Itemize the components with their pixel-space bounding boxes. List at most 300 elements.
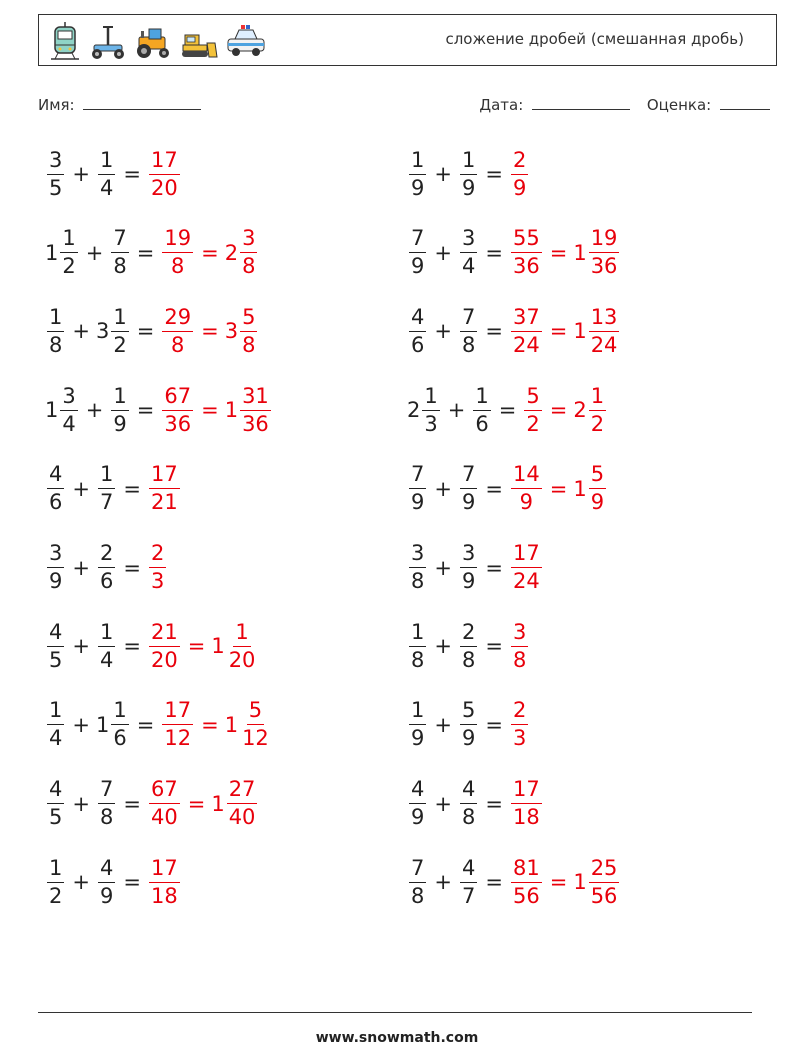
addend-b bbox=[458, 228, 479, 277]
plus-sign: + bbox=[72, 634, 90, 659]
denominator: 56 bbox=[590, 883, 618, 908]
problem-item bbox=[45, 300, 259, 362]
whole-number: 3 bbox=[224, 319, 239, 344]
denominator: 9 bbox=[411, 175, 425, 200]
addend-b bbox=[458, 543, 479, 592]
plus-sign: + bbox=[434, 476, 452, 501]
answer-equals-sign: = bbox=[549, 398, 568, 423]
fraction bbox=[162, 700, 193, 749]
addend-b bbox=[458, 855, 479, 908]
fraction bbox=[149, 464, 180, 513]
whole-number: 1 bbox=[573, 476, 587, 501]
fraction bbox=[47, 619, 64, 672]
denominator: 8 bbox=[411, 647, 425, 672]
equals-sign: = bbox=[485, 791, 503, 816]
numerator: 3 bbox=[460, 228, 477, 253]
answer bbox=[509, 228, 621, 277]
plus-sign: + bbox=[434, 555, 452, 580]
fraction bbox=[149, 779, 180, 828]
numerator: 81 bbox=[511, 858, 542, 883]
denominator: 9 bbox=[49, 569, 63, 593]
addend-b bbox=[471, 383, 492, 436]
equals-sign: = bbox=[498, 398, 517, 423]
answer-mixed bbox=[573, 228, 621, 277]
denominator: 36 bbox=[512, 254, 540, 279]
denominator: 6 bbox=[49, 490, 63, 515]
denominator: 18 bbox=[150, 883, 178, 908]
denominator: 8 bbox=[411, 569, 425, 593]
numerator: 3 bbox=[240, 228, 257, 253]
answer bbox=[160, 304, 259, 357]
plus-sign: + bbox=[434, 634, 452, 659]
denominator: 8 bbox=[461, 647, 476, 672]
answer bbox=[160, 383, 272, 436]
fraction bbox=[409, 619, 426, 672]
answer-equals-sign: = bbox=[187, 634, 206, 659]
answer-improper bbox=[147, 779, 182, 828]
whole-number: 1 bbox=[224, 398, 239, 423]
denominator: 2 bbox=[590, 411, 605, 436]
plus-sign: + bbox=[72, 162, 90, 186]
fraction bbox=[589, 383, 606, 436]
numerator: 19 bbox=[162, 228, 193, 253]
numerator: 1 bbox=[111, 307, 128, 332]
footer-url: www.snowmath.com bbox=[315, 1030, 479, 1046]
denominator: 20 bbox=[150, 175, 178, 200]
date-label: Дата: bbox=[479, 96, 524, 114]
addend-a bbox=[45, 855, 66, 908]
numerator: 17 bbox=[149, 858, 180, 883]
addend-a bbox=[45, 543, 66, 592]
problem-item bbox=[407, 615, 530, 677]
police-car-icon bbox=[225, 21, 267, 61]
fraction bbox=[460, 464, 477, 513]
denominator: 2 bbox=[113, 332, 127, 357]
denominator: 9 bbox=[512, 175, 527, 200]
whole-number: 1 bbox=[211, 634, 225, 659]
whole-number: 1 bbox=[95, 712, 110, 737]
fraction bbox=[98, 147, 115, 200]
denominator: 4 bbox=[99, 175, 114, 200]
denominator: 8 bbox=[461, 805, 476, 830]
answer-improper bbox=[509, 304, 544, 357]
fraction bbox=[409, 147, 426, 200]
answer-mixed bbox=[225, 228, 260, 277]
whole-number: 1 bbox=[224, 712, 239, 737]
denominator: 9 bbox=[590, 490, 605, 515]
plus-sign: + bbox=[85, 240, 104, 265]
fraction bbox=[111, 228, 128, 277]
addend-a bbox=[407, 304, 428, 357]
fraction bbox=[240, 383, 271, 436]
fraction bbox=[227, 779, 258, 828]
fraction bbox=[162, 304, 193, 357]
fraction bbox=[511, 855, 542, 908]
numerator: 5 bbox=[524, 386, 541, 411]
answer-equals-sign: = bbox=[201, 319, 219, 344]
problem-item bbox=[407, 537, 544, 599]
denominator: 8 bbox=[242, 254, 256, 279]
equals-sign: = bbox=[136, 398, 155, 423]
date-grade-fields bbox=[479, 94, 770, 114]
equals-sign: = bbox=[136, 240, 155, 265]
denominator: 9 bbox=[411, 726, 425, 751]
numerator: 19 bbox=[589, 228, 620, 253]
answer-improper bbox=[147, 147, 182, 200]
fraction bbox=[240, 700, 271, 749]
worksheet-title: сложение дробей (смешанная дробь) bbox=[445, 30, 744, 48]
whole-number: 3 bbox=[95, 319, 110, 344]
numerator: 31 bbox=[240, 386, 271, 411]
denominator: 3 bbox=[424, 411, 438, 436]
fraction bbox=[460, 855, 477, 908]
fraction bbox=[460, 304, 477, 357]
answer bbox=[147, 855, 182, 908]
addend-b bbox=[96, 779, 117, 828]
denominator: 20 bbox=[228, 647, 256, 672]
numerator: 7 bbox=[409, 464, 426, 489]
answer-mixed bbox=[573, 855, 621, 908]
answer bbox=[509, 543, 544, 592]
numerator: 4 bbox=[460, 779, 477, 804]
answer-improper bbox=[147, 855, 182, 908]
equals-sign: = bbox=[123, 791, 141, 816]
equals-sign: = bbox=[123, 476, 141, 501]
answer-improper bbox=[509, 543, 544, 592]
plus-sign: + bbox=[434, 319, 452, 344]
plus-sign: + bbox=[72, 791, 90, 816]
problem-item bbox=[407, 773, 544, 835]
denominator: 56 bbox=[512, 883, 540, 908]
denominator: 7 bbox=[461, 883, 476, 908]
denominator: 9 bbox=[411, 490, 425, 515]
answer bbox=[160, 700, 272, 749]
fraction bbox=[47, 464, 64, 513]
numerator: 1 bbox=[47, 858, 64, 883]
fraction bbox=[98, 464, 115, 513]
fraction bbox=[460, 700, 477, 749]
numerator: 14 bbox=[511, 464, 542, 489]
numerator: 67 bbox=[149, 779, 180, 804]
numerator: 1 bbox=[409, 700, 426, 725]
denominator: 5 bbox=[49, 175, 63, 200]
denominator: 3 bbox=[512, 726, 527, 751]
equals-sign: = bbox=[485, 870, 503, 895]
addend-b bbox=[96, 464, 117, 513]
equals-sign: = bbox=[485, 634, 503, 659]
equals-sign: = bbox=[485, 476, 503, 501]
numerator: 1 bbox=[409, 622, 426, 647]
answer-equals-sign: = bbox=[201, 712, 219, 737]
fraction bbox=[589, 855, 620, 908]
denominator: 36 bbox=[242, 411, 269, 436]
answer bbox=[509, 855, 621, 908]
answer bbox=[147, 779, 259, 828]
denominator: 5 bbox=[49, 647, 63, 672]
answer bbox=[509, 464, 608, 513]
answer bbox=[522, 383, 608, 436]
denominator: 8 bbox=[411, 883, 425, 908]
scooter-icon bbox=[89, 21, 127, 61]
numerator: 7 bbox=[409, 228, 426, 253]
answer-mixed bbox=[224, 304, 260, 357]
denominator: 9 bbox=[99, 883, 114, 908]
problem-item bbox=[45, 615, 259, 677]
answer bbox=[509, 147, 530, 200]
numerator: 1 bbox=[60, 228, 77, 253]
numerator: 4 bbox=[460, 858, 477, 883]
answer bbox=[509, 700, 530, 749]
fraction bbox=[47, 543, 64, 592]
numerator: 1 bbox=[47, 307, 64, 332]
fraction bbox=[511, 619, 528, 672]
numerator: 7 bbox=[460, 307, 477, 332]
numerator: 4 bbox=[47, 464, 64, 489]
fraction bbox=[473, 383, 490, 436]
addend-b bbox=[96, 543, 117, 592]
answer-improper bbox=[522, 383, 543, 436]
grade-label: Оценка: bbox=[646, 96, 712, 114]
addend-a bbox=[407, 383, 442, 436]
answer bbox=[147, 147, 182, 200]
numerator: 1 bbox=[473, 386, 490, 411]
plus-sign: + bbox=[72, 476, 90, 501]
plus-sign: + bbox=[447, 398, 466, 423]
numerator: 4 bbox=[409, 779, 426, 804]
denominator: 9 bbox=[411, 805, 425, 830]
answer-improper bbox=[509, 700, 530, 749]
numerator: 27 bbox=[227, 779, 258, 804]
fraction bbox=[409, 700, 426, 749]
numerator: 3 bbox=[60, 386, 77, 411]
answer-equals-sign: = bbox=[201, 398, 219, 423]
fraction bbox=[524, 383, 541, 436]
addend-b bbox=[458, 779, 479, 828]
numerator: 5 bbox=[247, 700, 264, 725]
fraction bbox=[111, 383, 128, 436]
numerator: 1 bbox=[589, 386, 606, 411]
numerator: 13 bbox=[589, 307, 620, 332]
whole-number: 1 bbox=[573, 319, 587, 344]
fraction bbox=[60, 228, 77, 277]
numerator: 17 bbox=[149, 464, 180, 489]
denominator: 8 bbox=[242, 332, 256, 357]
answer-equals-sign: = bbox=[201, 240, 219, 265]
addend-b bbox=[458, 147, 479, 200]
fraction bbox=[460, 543, 477, 592]
answer-mixed bbox=[224, 383, 273, 436]
addend-b bbox=[96, 147, 117, 200]
grade-blank[interactable] bbox=[720, 94, 770, 110]
denominator: 6 bbox=[475, 411, 489, 436]
plus-sign: + bbox=[72, 712, 90, 737]
answer-improper bbox=[509, 464, 544, 513]
addend-a bbox=[407, 779, 428, 828]
numerator: 1 bbox=[98, 622, 115, 647]
addend-a bbox=[45, 700, 66, 749]
denominator: 9 bbox=[519, 490, 534, 515]
numerator: 1 bbox=[47, 700, 64, 725]
fraction bbox=[409, 543, 426, 592]
whole-number: 1 bbox=[45, 398, 59, 423]
addend-b bbox=[109, 228, 130, 277]
fraction bbox=[460, 619, 477, 672]
denominator: 8 bbox=[49, 332, 63, 357]
tractor-icon bbox=[133, 21, 173, 61]
numerator: 55 bbox=[511, 228, 542, 253]
fraction bbox=[149, 855, 180, 908]
name-field bbox=[38, 94, 201, 114]
denominator: 18 bbox=[512, 805, 540, 830]
denominator: 36 bbox=[164, 411, 192, 436]
numerator: 4 bbox=[47, 622, 64, 647]
denominator: 3 bbox=[150, 569, 165, 593]
numerator: 1 bbox=[98, 464, 115, 489]
whole-number: 1 bbox=[211, 791, 225, 816]
numerator: 2 bbox=[460, 622, 477, 647]
numerator: 67 bbox=[162, 386, 193, 411]
problem-item bbox=[407, 143, 530, 205]
numerator: 4 bbox=[98, 858, 115, 883]
fraction bbox=[47, 304, 64, 357]
footer-divider bbox=[38, 1012, 752, 1013]
plus-sign: + bbox=[434, 870, 452, 895]
answer-improper bbox=[147, 464, 182, 513]
addend-a bbox=[407, 855, 428, 908]
addend-a bbox=[407, 619, 428, 672]
denominator: 9 bbox=[461, 175, 476, 200]
fraction bbox=[47, 147, 64, 200]
problem-item bbox=[45, 458, 182, 520]
problem-item bbox=[45, 851, 182, 913]
denominator: 4 bbox=[62, 411, 76, 436]
numerator: 1 bbox=[409, 150, 426, 175]
answer-improper bbox=[160, 383, 195, 436]
denominator: 20 bbox=[150, 647, 178, 672]
whole-number: 1 bbox=[45, 240, 59, 265]
answer-mixed bbox=[573, 464, 608, 513]
fraction bbox=[511, 464, 542, 513]
addend-a bbox=[45, 383, 80, 436]
addend-a bbox=[407, 464, 428, 513]
answer-equals-sign: = bbox=[549, 870, 568, 895]
answer-mixed bbox=[211, 779, 259, 828]
fraction bbox=[511, 228, 542, 277]
denominator: 4 bbox=[461, 254, 476, 279]
numerator: 7 bbox=[111, 228, 128, 253]
whole-number: 1 bbox=[573, 870, 587, 895]
denominator: 4 bbox=[99, 647, 114, 672]
addend-b bbox=[458, 619, 479, 672]
fraction bbox=[511, 543, 542, 592]
fraction bbox=[98, 619, 115, 672]
plus-sign: + bbox=[72, 870, 90, 895]
tram-icon bbox=[47, 21, 83, 61]
plus-sign: + bbox=[434, 712, 452, 737]
equals-sign: = bbox=[123, 162, 141, 186]
numerator: 3 bbox=[47, 543, 64, 568]
answer-improper bbox=[509, 228, 544, 277]
fraction bbox=[149, 147, 180, 200]
numerator: 7 bbox=[460, 464, 477, 489]
answer-equals-sign: = bbox=[549, 240, 568, 265]
denominator: 9 bbox=[461, 490, 476, 515]
addend-a bbox=[45, 228, 80, 277]
fraction bbox=[511, 147, 528, 200]
addend-b bbox=[95, 304, 131, 357]
header-icons bbox=[47, 21, 267, 61]
whole-number: 2 bbox=[573, 398, 587, 423]
name-blank[interactable] bbox=[83, 94, 201, 110]
fraction bbox=[162, 228, 193, 277]
plus-sign: + bbox=[434, 240, 452, 265]
fraction bbox=[98, 779, 115, 828]
plus-sign: + bbox=[434, 791, 452, 816]
addend-a bbox=[45, 619, 66, 672]
answer-improper bbox=[160, 304, 195, 357]
denominator: 2 bbox=[526, 411, 540, 436]
problem-item bbox=[45, 537, 168, 599]
denominator: 6 bbox=[99, 569, 114, 593]
fraction bbox=[409, 304, 426, 357]
fraction bbox=[409, 228, 426, 277]
fraction bbox=[47, 855, 64, 908]
answer-improper bbox=[509, 855, 544, 908]
whole-number: 2 bbox=[224, 240, 239, 265]
equals-sign: = bbox=[136, 712, 155, 737]
name-label: Имя: bbox=[38, 96, 75, 114]
fraction bbox=[240, 304, 257, 357]
fraction bbox=[162, 383, 193, 436]
numerator: 21 bbox=[149, 622, 180, 647]
numerator: 37 bbox=[511, 307, 542, 332]
date-blank[interactable] bbox=[532, 94, 630, 110]
addend-a bbox=[407, 147, 428, 200]
answer-improper bbox=[160, 700, 195, 749]
addend-b bbox=[458, 700, 479, 749]
answer-improper bbox=[509, 779, 544, 828]
addend-a bbox=[45, 779, 66, 828]
addend-a bbox=[407, 228, 428, 277]
numerator: 1 bbox=[233, 622, 250, 647]
numerator: 1 bbox=[111, 700, 128, 725]
numerator: 25 bbox=[589, 858, 620, 883]
answer bbox=[147, 543, 168, 592]
addend-a bbox=[45, 147, 66, 200]
fraction bbox=[460, 147, 477, 200]
numerator: 2 bbox=[98, 543, 115, 568]
problem-item bbox=[45, 222, 259, 284]
addend-b bbox=[458, 304, 479, 357]
denominator: 24 bbox=[512, 569, 540, 593]
fraction bbox=[98, 855, 115, 908]
whole-number: 1 bbox=[573, 240, 587, 265]
denominator: 40 bbox=[150, 805, 178, 830]
fraction bbox=[589, 304, 620, 357]
numerator: 7 bbox=[409, 858, 426, 883]
denominator: 9 bbox=[113, 411, 127, 436]
fraction bbox=[460, 779, 477, 828]
denominator: 8 bbox=[171, 332, 185, 357]
equals-sign: = bbox=[485, 555, 503, 580]
answer bbox=[147, 619, 259, 672]
denominator: 8 bbox=[512, 647, 527, 672]
answer-equals-sign: = bbox=[549, 319, 568, 344]
denominator: 9 bbox=[461, 726, 476, 751]
equals-sign: = bbox=[485, 712, 503, 737]
bulldozer-icon bbox=[179, 21, 219, 61]
numerator: 4 bbox=[47, 779, 64, 804]
